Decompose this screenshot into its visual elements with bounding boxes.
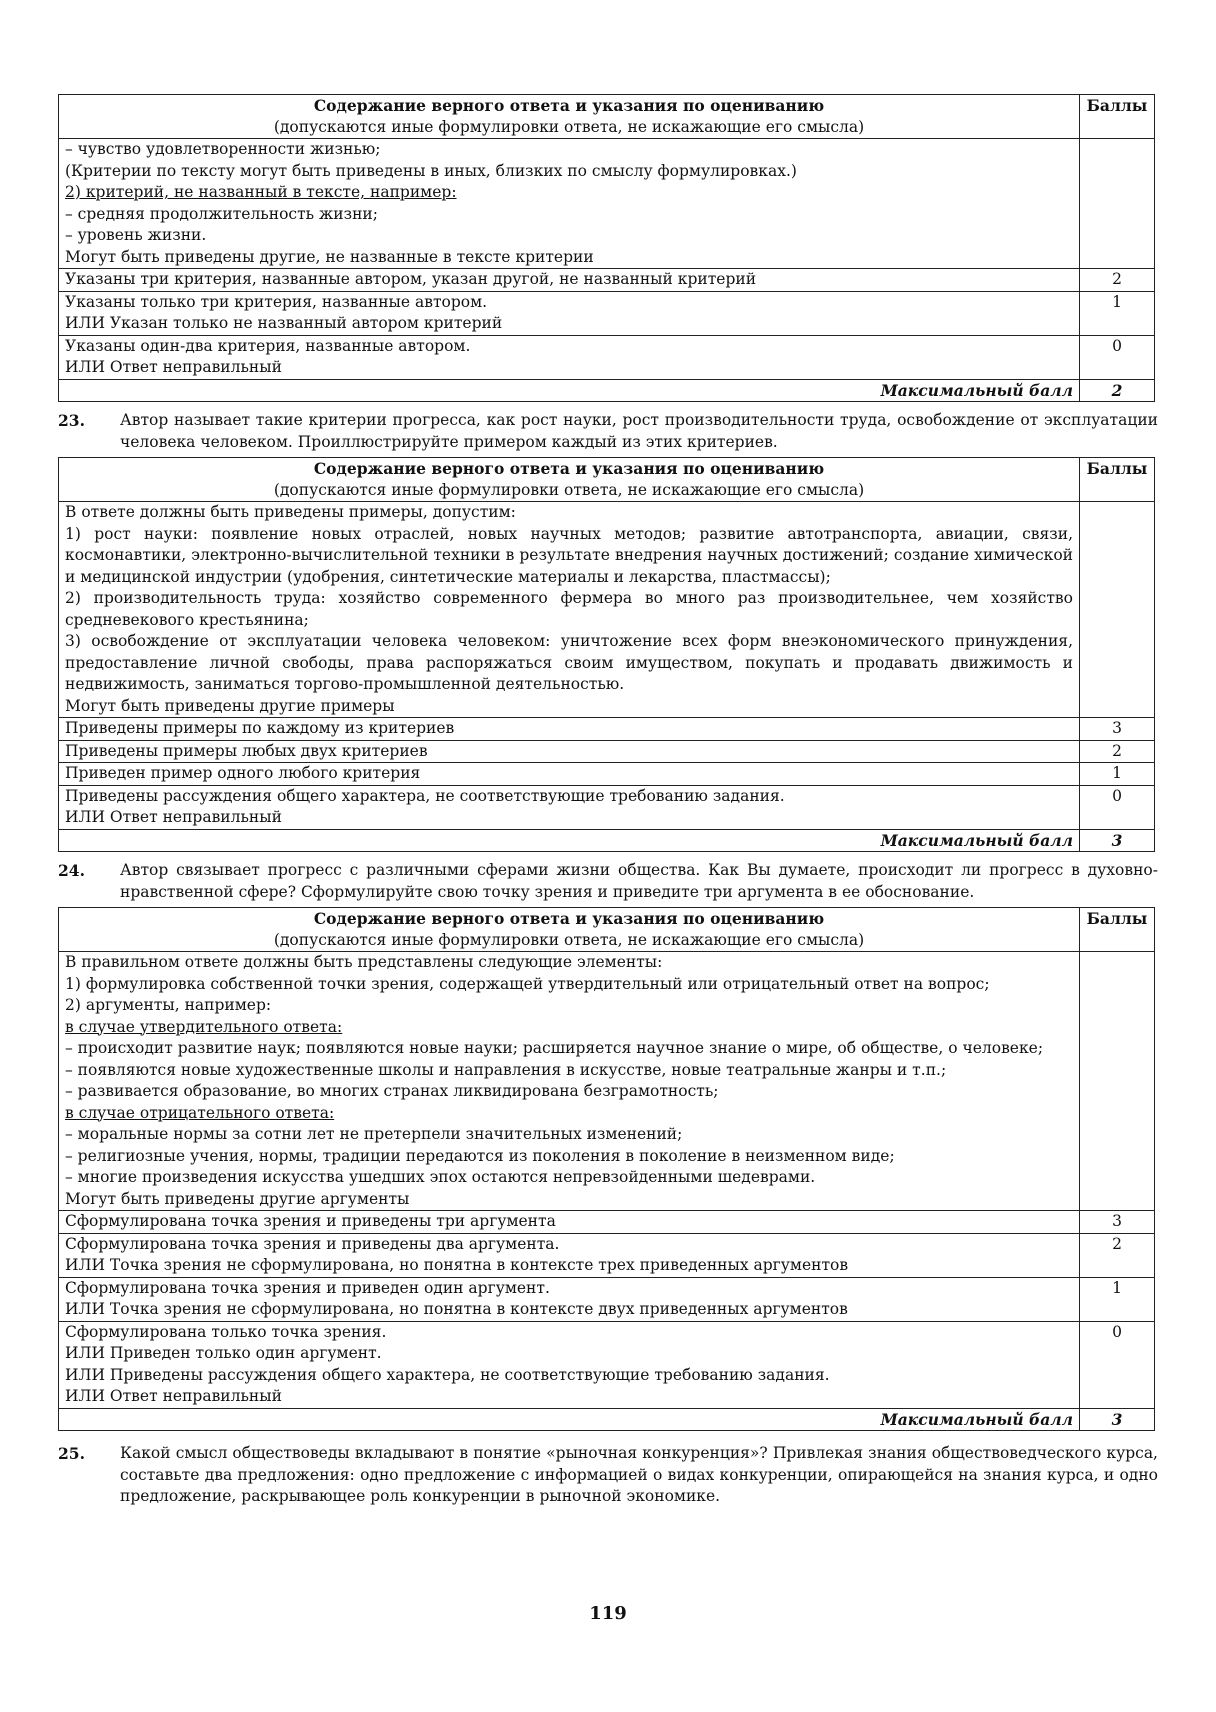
score-criterion: Указаны один-два критерия, названные автором. — [65, 336, 471, 355]
score-value: 2 — [1080, 1233, 1155, 1277]
header-title: Содержание верного ответа и указания по оцениванию — [313, 96, 825, 115]
content-line: В ответе должны быть приведены примеры, допустим: — [65, 503, 516, 521]
score-criterion: Сформулирована только точка зрения. — [65, 1322, 387, 1341]
content-line: 1) формулировка собственной точки зрения, содержащей утвердительный или отрицательный ответ на вопрос; — [65, 974, 990, 993]
max-score-label: Максимальный балл — [59, 1408, 1080, 1431]
content-line: в случае утвердительного ответа: — [65, 1017, 343, 1036]
content-line: Могут быть приведены другие аргументы — [65, 1189, 410, 1208]
header-title: Содержание верного ответа и указания по оцениванию — [313, 909, 825, 928]
content-line: в случае отрицательного ответа: — [65, 1103, 335, 1122]
score-row — [59, 740, 1155, 763]
score-criterion: Указаны три критерия, названные автором, указан другой, не названный критерий — [65, 270, 757, 288]
score-value: 1 — [1080, 763, 1155, 786]
score-value: 1 — [1080, 291, 1155, 335]
table-header — [59, 95, 1155, 139]
score-value: 3 — [1080, 1211, 1155, 1234]
content-line: (Критерии по тексту могут быть приведены в иных, близких по смыслу формулировках.) — [65, 161, 797, 180]
score-value: 0 — [1080, 1321, 1155, 1408]
header-subtitle: (допускаются иные формулировки ответа, не искажающие его смысла) — [273, 480, 865, 499]
max-score-value: 3 — [1080, 1408, 1155, 1431]
content-line: 2) производительность труда: хозяйство современного фермера во много раз производительнее, чем хозяйство средневекового крестьянина; — [65, 589, 1073, 629]
page-number: 119 — [589, 1603, 627, 1624]
score-criterion: Сформулирована точка зрения и приведены три аргумента — [65, 1212, 556, 1230]
question-number: 23. — [58, 411, 85, 430]
content-line: – религиозные учения, нормы, традиции передаются из поколения в поколение в неизменном виде; — [65, 1146, 895, 1165]
page — [58, 94, 1158, 1512]
score-criterion: Приведены рассуждения общего характера, не соответствующие требованию задания. — [65, 786, 785, 805]
header-title: Содержание верного ответа и указания по оцениванию — [313, 459, 825, 478]
content-line: В правильном ответе должны быть представлены следующие элементы: — [65, 953, 663, 971]
score-row — [59, 785, 1155, 829]
criteria-table-22 — [58, 94, 1155, 402]
score-value: 2 — [1080, 269, 1155, 292]
score-row — [59, 1277, 1155, 1321]
content-line: Могут быть приведены другие, не названные в тексте критерии — [65, 247, 594, 266]
content-line: – средняя продолжительность жизни; — [65, 204, 378, 223]
max-score-label: Максимальный балл — [59, 829, 1080, 852]
content-row — [59, 139, 1155, 269]
question-24 — [58, 860, 1158, 903]
question-text: Автор связывает прогресс с различными сферами жизни общества. Как Вы думаете, происходит ли прогресс в духовно-нравственной сфере? Сформулируйте свою точку зрения и приведите три аргумента в ее обоснование. — [120, 861, 1158, 901]
score-value: 0 — [1080, 335, 1155, 379]
score-criterion: ИЛИ Приведен только один аргумент. — [65, 1344, 382, 1362]
score-row — [59, 335, 1155, 379]
content-line: – многие произведения искусства ушедших эпох остаются непревзойденными шедеврами. — [65, 1168, 816, 1186]
score-criterion: ИЛИ Указан только не названный автором критерий — [65, 314, 503, 332]
question-23 — [58, 410, 1158, 453]
score-criterion: Сформулирована точка зрения и приведены два аргумента. — [65, 1234, 560, 1253]
score-row — [59, 1321, 1155, 1408]
max-score-label: Максимальный балл — [59, 379, 1080, 402]
criteria-table-24 — [58, 907, 1155, 1431]
score-criterion: Сформулирована точка зрения и приведен один аргумент. — [65, 1278, 550, 1297]
content-line: Могут быть приведены другие примеры — [65, 696, 395, 715]
score-header: Баллы — [1080, 458, 1155, 502]
score-criterion: ИЛИ Точка зрения не сформулирована, но понятна в контексте трех приведенных аргументов — [65, 1256, 849, 1274]
question-number: 25. — [58, 1444, 85, 1463]
score-row — [59, 1233, 1155, 1277]
score-criterion: ИЛИ Ответ неправильный — [65, 808, 282, 826]
score-value: 0 — [1080, 785, 1155, 829]
score-value: 1 — [1080, 1277, 1155, 1321]
question-text: Автор называет такие критерии прогресса, как рост науки, рост производительности труда, освобождение от эксплуатации человека человеком. Проиллюстрируйте примером каждый из этих критериев. — [120, 411, 1158, 451]
content-line: – происходит развитие наук; появляются новые науки; расширяется научное знание о мире, об обществе, о человеке; — [65, 1039, 1044, 1057]
content-line: 1) рост науки: появление новых отраслей, новых научных методов; развитие автотранспорта, авиации, связи, космонавтики, электронно-вычислительной техники в результате внедрения научных достижений; создание химической и медицинской индустрии (удобрения, синтетические материалы и лекарства, пластмассы); — [65, 524, 1073, 586]
header-subtitle: (допускаются иные формулировки ответа, не искажающие его смысла) — [273, 117, 865, 136]
score-row — [59, 291, 1155, 335]
max-score-value: 2 — [1080, 379, 1155, 402]
score-row — [59, 763, 1155, 786]
score-row — [59, 1211, 1155, 1234]
score-criterion: Приведены примеры любых двух критериев — [65, 741, 428, 760]
max-score-row — [59, 829, 1155, 852]
content-line: – чувство удовлетворенности жизнью; — [65, 140, 381, 158]
score-criterion: Приведены примеры по каждому из критериев — [65, 719, 455, 737]
content-line: 2) аргументы, например: — [65, 996, 272, 1014]
score-header: Баллы — [1080, 908, 1155, 952]
content-line: – уровень жизни. — [65, 226, 207, 244]
content-line: – развивается образование, во многих странах ликвидирована безграмотность; — [65, 1082, 719, 1100]
score-criterion: ИЛИ Точка зрения не сформулирована, но понятна в контексте двух приведенных аргументов — [65, 1300, 848, 1318]
content-line: 2) критерий, не названный в тексте, например: — [65, 183, 457, 201]
question-text: Какой смысл обществоведы вкладывают в понятие «рыночная конкуренция»? Привлекая знания обществоведческого курса, составьте два предложения: одно предложение с информацией о видах конкуренции, опирающейся на знания курса, и одно предложение, раскрывающее роль конкуренции в рыночной экономике. — [120, 1444, 1158, 1505]
table-header — [59, 458, 1155, 502]
max-score-row — [59, 1408, 1155, 1431]
score-row — [59, 269, 1155, 292]
score-value: 3 — [1080, 718, 1155, 741]
content-row — [59, 952, 1155, 1211]
score-row — [59, 718, 1155, 741]
score-criterion: ИЛИ Приведены рассуждения общего характера, не соответствующие требованию задания. — [65, 1365, 830, 1384]
table-header — [59, 908, 1155, 952]
score-criterion: ИЛИ Ответ неправильный — [65, 358, 282, 376]
content-line: 3) освобождение от эксплуатации человека человеком: уничтожение всех форм внеэкономического принуждения, предоставление личной свободы, права распоряжаться своим имуществом, покупать и продавать движимость и недвижимость, заниматься торгово-промышленной деятельностью. — [65, 632, 1073, 693]
content-row — [59, 502, 1155, 718]
max-score-row — [59, 379, 1155, 402]
question-number: 24. — [58, 861, 85, 880]
question-25 — [58, 1443, 1158, 1508]
content-line: – моральные нормы за сотни лет не претерпели значительных изменений; — [65, 1125, 683, 1143]
criteria-table-23 — [58, 457, 1155, 852]
score-header: Баллы — [1080, 95, 1155, 139]
header-subtitle: (допускаются иные формулировки ответа, не искажающие его смысла) — [273, 930, 865, 949]
score-criterion: ИЛИ Ответ неправильный — [65, 1387, 282, 1405]
max-score-value: 3 — [1080, 829, 1155, 852]
score-criterion: Указаны только три критерия, названные автором. — [65, 292, 488, 311]
content-line: – появляются новые художественные школы и направления в искусстве, новые театральные жанры и т.п.; — [65, 1060, 947, 1079]
score-criterion: Приведен пример одного любого критерия — [65, 764, 421, 782]
score-value: 2 — [1080, 740, 1155, 763]
